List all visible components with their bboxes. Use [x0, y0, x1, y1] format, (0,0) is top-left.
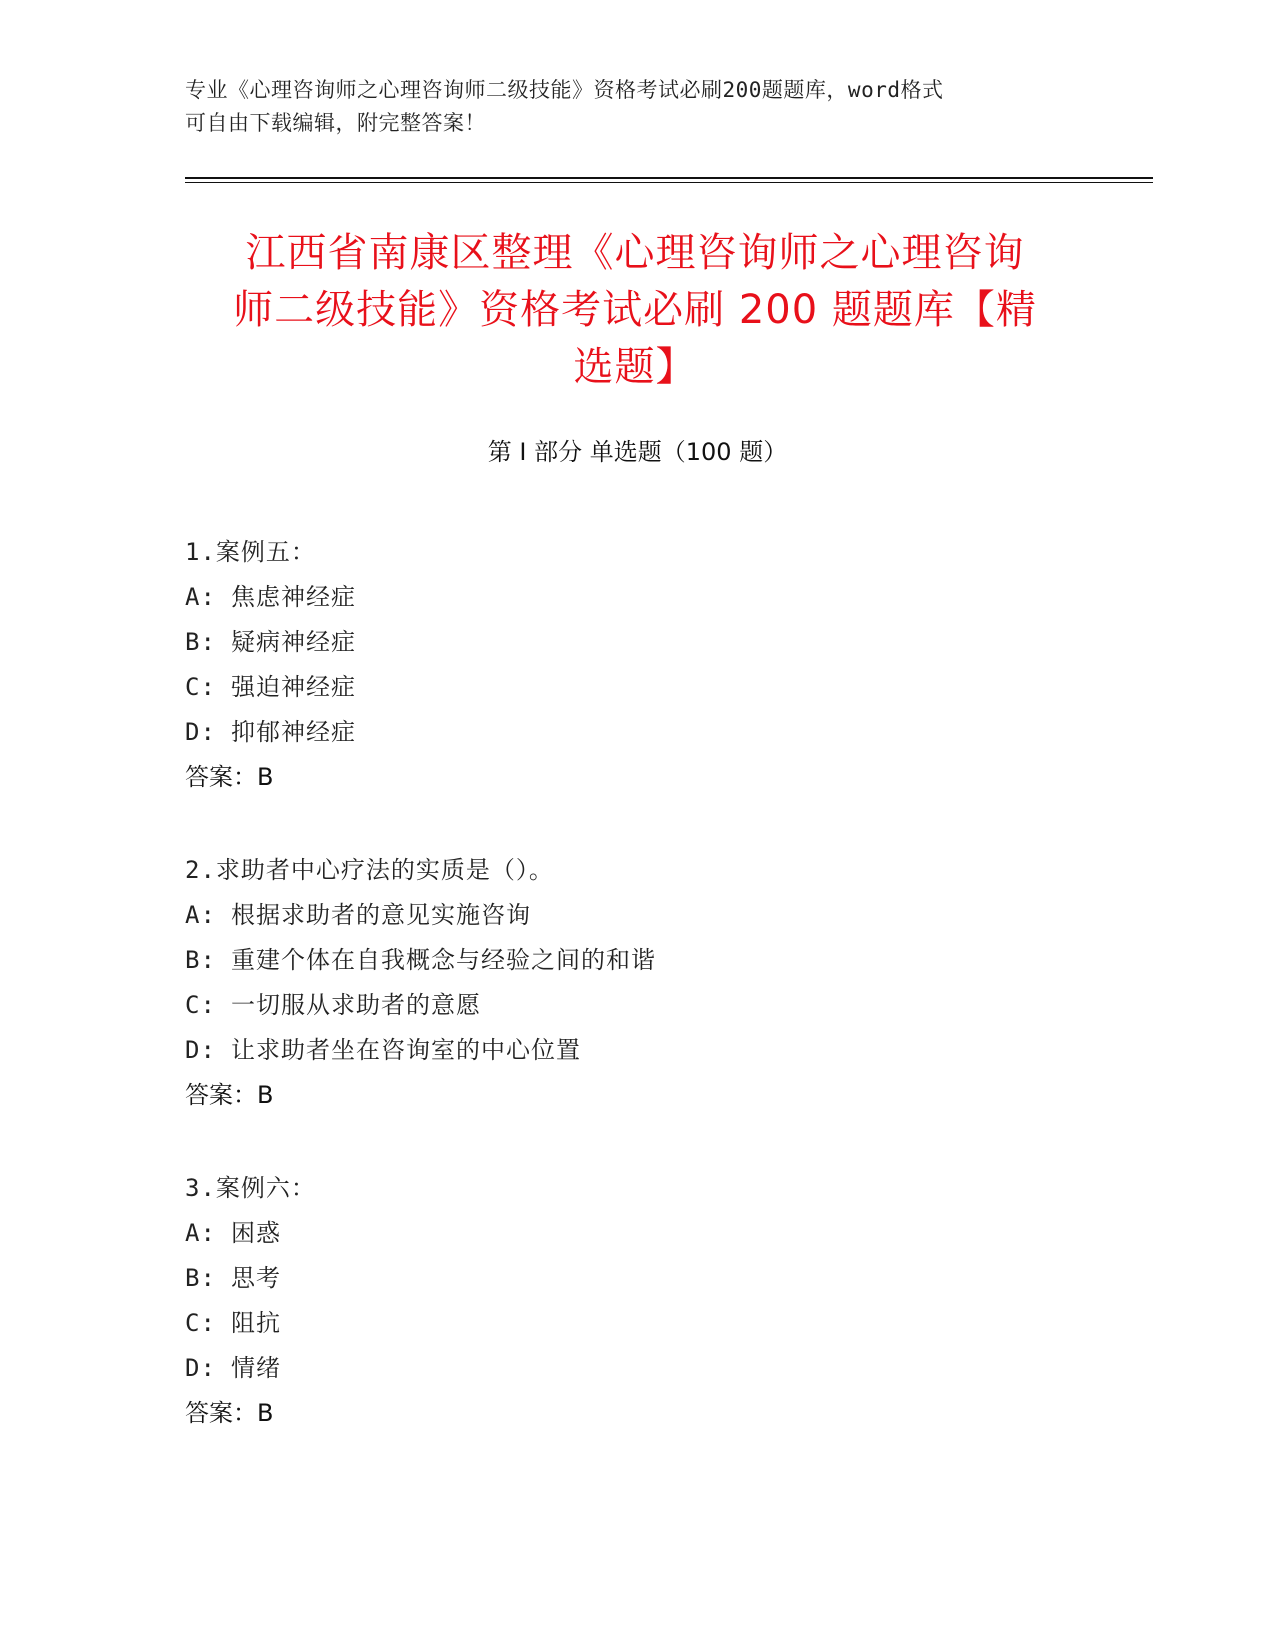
- document-title-line-2: 师二级技能》资格考试必刷 200 题题库【精: [233, 287, 1037, 333]
- question-stem: 2.求助者中心疗法的实质是（）。: [185, 856, 554, 884]
- option-b: [185, 938, 1085, 983]
- option-text: 阻抗: [231, 1309, 281, 1337]
- option-text: 疑病神经症: [231, 628, 356, 656]
- question-item: [185, 1166, 1085, 1436]
- header-note-line-1: 专业《心理咨询师之心理咨询师二级技能》资格考试必刷200题题库，word格式: [185, 78, 944, 102]
- document-title-line-1: 江西省南康区整理《心理咨询师之心理咨询: [245, 230, 1025, 276]
- option-d: [185, 1028, 1085, 1073]
- question-item: [185, 530, 1085, 800]
- option-key: D:: [185, 1036, 216, 1064]
- question-stem: 1.案例五：: [185, 538, 316, 566]
- document-title-line-3: 选题】: [573, 344, 697, 390]
- option-text: 让求助者坐在咨询室的中心位置: [231, 1036, 581, 1064]
- option-a: [185, 575, 1085, 620]
- question-list: [185, 530, 1085, 1484]
- option-text: 困惑: [231, 1219, 281, 1247]
- header-note-line-2: 可自由下载编辑，附完整答案！: [185, 111, 486, 135]
- option-key: C:: [185, 991, 216, 1019]
- option-c: [185, 665, 1085, 710]
- option-text: 强迫神经症: [231, 673, 356, 701]
- option-text: 重建个体在自我概念与经验之间的和谐: [231, 946, 656, 974]
- option-key: B:: [185, 628, 216, 656]
- option-key: D:: [185, 718, 216, 746]
- option-text: 情绪: [231, 1354, 281, 1382]
- option-a: [185, 893, 1085, 938]
- document-title: [190, 225, 1080, 396]
- option-key: C:: [185, 1309, 216, 1337]
- answer: 答案：B: [185, 1399, 274, 1427]
- option-text: 一切服从求助者的意愿: [231, 991, 481, 1019]
- option-d: [185, 1346, 1085, 1391]
- answer: 答案：B: [185, 763, 274, 791]
- header-divider-thin: [185, 182, 1153, 183]
- option-key: D:: [185, 1354, 216, 1382]
- option-b: [185, 1256, 1085, 1301]
- option-c: [185, 983, 1085, 1028]
- header-divider-thick: [185, 177, 1153, 179]
- option-key: B:: [185, 1264, 216, 1292]
- option-text: 抑郁神经症: [231, 718, 356, 746]
- question-stem: 3.案例六：: [185, 1174, 316, 1202]
- section-title: 第 I 部分 单选题（100 题）: [487, 438, 788, 466]
- header-note: [185, 74, 1065, 140]
- option-b: [185, 620, 1085, 665]
- option-key: A:: [185, 901, 216, 929]
- question-item: [185, 848, 1085, 1118]
- option-c: [185, 1301, 1085, 1346]
- option-text: 根据求助者的意见实施咨询: [231, 901, 531, 929]
- option-key: C:: [185, 673, 216, 701]
- option-key: B:: [185, 946, 216, 974]
- answer: 答案：B: [185, 1081, 274, 1109]
- option-key: A:: [185, 1219, 216, 1247]
- option-text: 焦虑神经症: [231, 583, 356, 611]
- option-text: 思考: [231, 1264, 281, 1292]
- option-key: A:: [185, 583, 216, 611]
- option-d: [185, 710, 1085, 755]
- option-a: [185, 1211, 1085, 1256]
